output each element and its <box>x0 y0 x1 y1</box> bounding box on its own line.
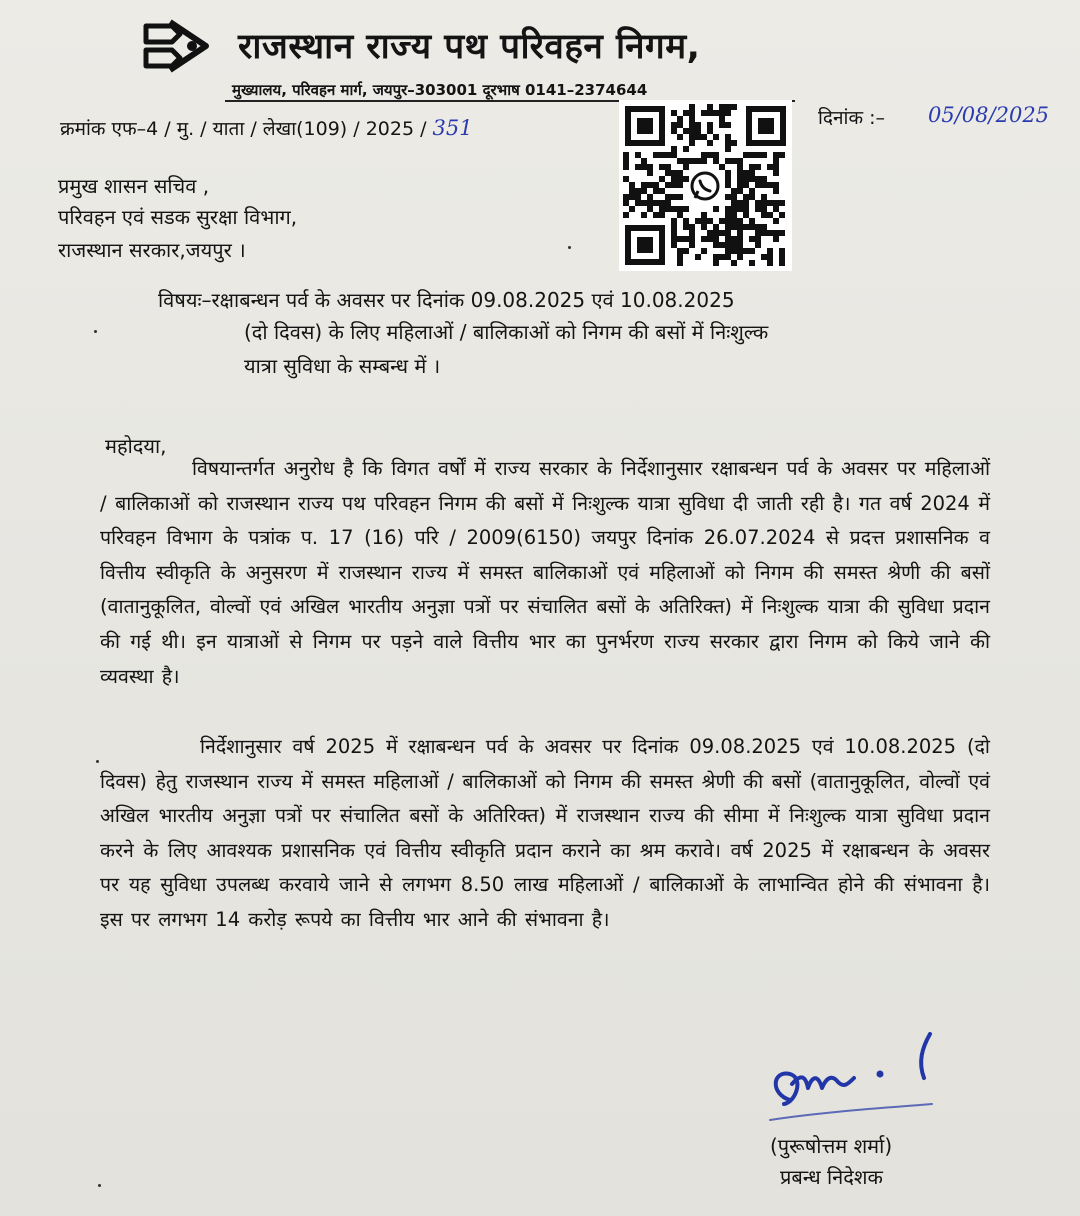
handwritten-date: 05/08/2025 <box>928 103 1050 127</box>
organization-name: राजस्थान राज्य पथ परिवहन निगम, <box>238 27 701 67</box>
body-paragraph-1: विषयान्तर्गत अनुरोध है कि विगत वर्षों में राज्य सरकार के निर्देशानुसार रक्षाबन्धन पर्व के अवसर पर महिलाओं / बालिकाओं को राजस्थान राज्य पथ परिवहन निगम की बसों में निःशुल्क यात्रा सुविधा दी जाती रही है। गत वर्ष 2024 में परिवहन विभाग के पत्रांक प. 17 (16) परि / 2009(6150) जयपुर दिनांक 26.07.2024 से प्रदत्त प्रशासनिक व वित्तीय स्वीकृति के अनुसरण में राजस्थान राज्य में समस्त बालिकाओं एवं महिलाओं को निगम की समस्त श्रेणी की बसों (वातानुकूलित, वोल्वों एवं अखिल भारतीय अनुज्ञा पत्रों पर संचालित बसों के अतिरिक्त) में निःशुल्क यात्रा की सुविधा प्रदान की गई थी। इन यात्राओं से निगम पर पड़ने वाले वित्तीय भार का पुनर्भरण राज्य सरकार द्वारा निगम को किये जाने की व्यवस्था है। <box>100 457 990 688</box>
margin-dot <box>94 330 97 333</box>
qr-code-icon <box>619 100 792 271</box>
subject-line-2: (दो दिवस) के लिए महिलाओं / बालिकाओं को निगम की बसों में निःशुल्क <box>244 320 769 344</box>
handwritten-dispatch-number: 351 <box>432 116 473 140</box>
margin-dot <box>568 246 571 249</box>
handwritten-signature-icon <box>762 1022 952 1132</box>
date-label: दिनांक :– <box>818 107 886 129</box>
addressee-line-1: प्रमुख शासन सचिव , <box>58 174 210 198</box>
reference-number <box>60 115 473 141</box>
signatory-name: (पुरूषोत्तम शर्मा) <box>770 1134 893 1158</box>
addressee-line-3: राजस्थान सरकार,जयपुर । <box>58 238 246 262</box>
margin-dot <box>96 760 99 763</box>
subject-line-3: यात्रा सुविधा के सम्बन्ध में । <box>244 354 441 378</box>
subject-line-1: विषयः–रक्षाबन्धन पर्व के अवसर पर दिनांक 09.08.2025 एवं 10.08.2025 <box>158 288 735 312</box>
margin-dot <box>98 1184 101 1187</box>
body-paragraph-2: निर्देशानुसार वर्ष 2025 में रक्षाबन्धन पर्व के अवसर पर दिनांक 09.08.2025 एवं 10.08.2025 (दो दिवस) हेतु राजस्थान राज्य में समस्त महिलाओं / बालिकाओं को निगम की समस्त श्रेणी की बसों (वातानुकूलित, वोल्वों एवं अखिल भारतीय अनुज्ञा पत्रों पर संचालित बसों के अतिरिक्त) में राजस्थान राज्य की सीमा में निःशुल्क यात्रा सुविधा प्रदान करने के लिए आवश्यक प्रशासनिक एवं वित्तीय स्वीकृति प्रदान कराने का श्रम करावे। वर्ष 2025 में रक्षाबन्धन के अवसर पर यह सुविधा उपलब्ध करवाये जाने से लगभग 8.50 लाख महिलाओं / बालिकाओं के लाभान्वित होने की संभावना है। इस पर लगभग 14 करोड़ रूपये का वित्तीय भार आने की संभावना है। <box>100 735 990 931</box>
organization-address: मुख्यालय, परिवहन मार्ग, जयपुर–303001 दूरभाष 0141–2374644 <box>232 81 648 99</box>
addressee-line-2: परिवहन एवं सडक सुरक्षा विभाग, <box>58 205 298 229</box>
signatory-designation: प्रबन्ध निदेशक <box>780 1165 883 1189</box>
whatsapp-icon <box>689 170 721 202</box>
salutation: महोदया, <box>105 434 167 458</box>
rsrtc-logo-icon <box>140 18 214 74</box>
reference-text: क्रमांक एफ–4 / मु. / याता / लेखा(109) / 2025 / <box>60 118 427 140</box>
